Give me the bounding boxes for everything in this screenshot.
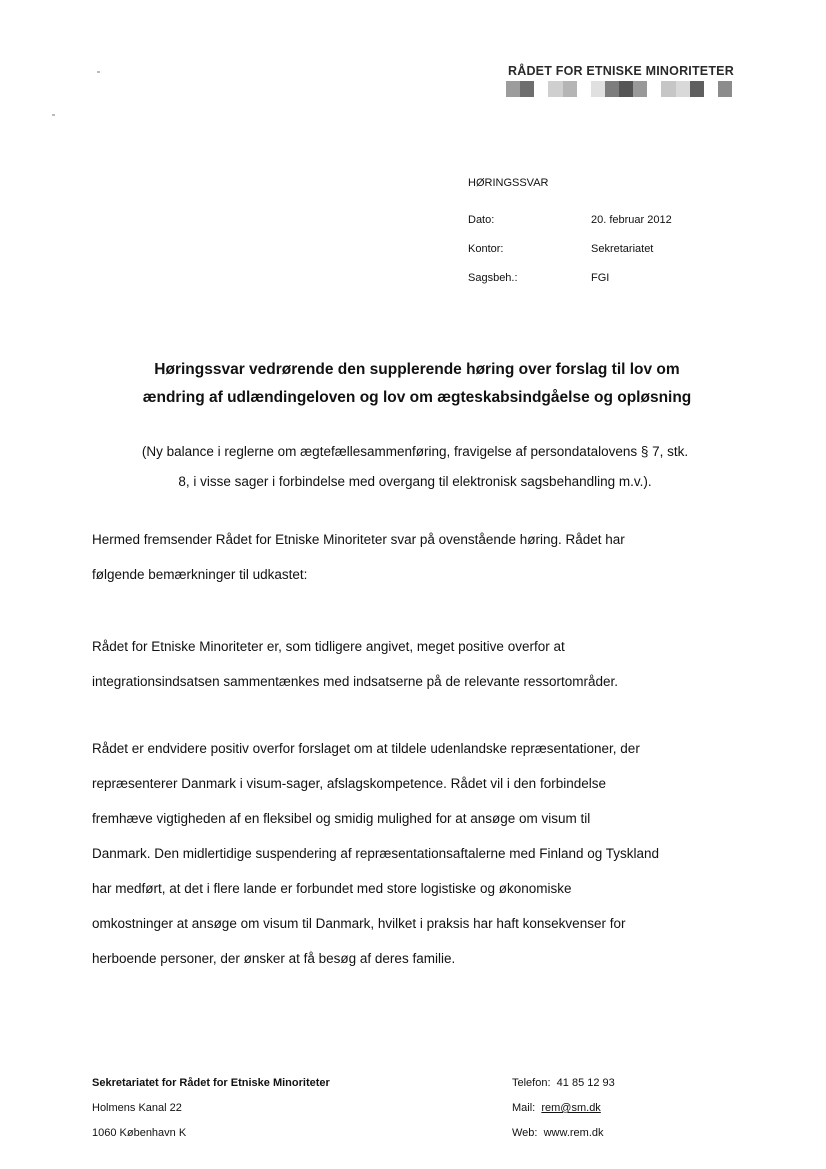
footer-street: Holmens Kanal 22 [92, 1102, 182, 1114]
paragraph-line: herboende personer, der ønsker at få besøg af deres familie. [92, 951, 456, 966]
document-type-heading: HØRINGSSVAR [468, 177, 549, 189]
footer-phone [512, 1071, 615, 1096]
logo-bar-segment [647, 81, 661, 97]
meta-value: FGI [591, 272, 610, 284]
footer-contact [512, 1071, 615, 1146]
meta-value: Sekretariatet [591, 243, 654, 255]
logo-bar-segment [619, 81, 633, 97]
logo-bar-segment [548, 81, 562, 97]
logo-bar-segment [577, 81, 591, 97]
web-link[interactable]: www.rem.dk [543, 1127, 604, 1139]
paragraph-line: omkostninger at ansøge om visum til Danmark, hvilket i praksis har haft konsekvenser for [92, 916, 626, 931]
paragraph-line: integrationsindsatsen sammentænkes med indsatserne på de relevante ressortområder. [92, 674, 619, 689]
logo-bar-segment [718, 81, 732, 97]
mail-label: Mail: [512, 1102, 536, 1114]
logo-bar-segment [520, 81, 534, 97]
subtitle-line: (Ny balance i reglerne om ægtefællesammenføring, fravigelse af persondatalovens § 7, stk. [141, 444, 689, 459]
logo-bar-segment [704, 81, 718, 97]
document-subtitle [95, 437, 735, 497]
footer-city: 1060 København K [92, 1127, 187, 1139]
logo-bar-segment [591, 81, 605, 97]
footer-mail [512, 1096, 615, 1121]
paragraph-line: følgende bemærkninger til udkastet: [92, 567, 308, 582]
logo-color-bar [506, 81, 732, 97]
meta-label: Sagsbeh.: [468, 272, 518, 284]
logo-bar-segment [506, 81, 520, 97]
paragraph-line: Rådet for Etniske Minoriteter er, som tidligere angivet, meget positive overfor at [92, 639, 565, 654]
footer-address [92, 1071, 330, 1146]
mail-link[interactable]: rem@sm.dk [541, 1102, 601, 1114]
meta-label: Dato: [468, 214, 495, 226]
paragraph-line: har medført, at det i flere lande er forbundet med store logistiske og økonomiske [92, 881, 572, 896]
web-label: Web: [512, 1127, 538, 1139]
organization-logo-text: RÅDET FOR ETNISKE MINORITETER [508, 64, 734, 78]
phone-number: 41 85 12 93 [556, 1077, 615, 1089]
scan-speck [97, 71, 100, 73]
logo-bar-segment [563, 81, 577, 97]
document-title [92, 356, 742, 412]
logo-bar-segment [676, 81, 690, 97]
paragraph-line: fremhæve vigtigheden af en fleksibel og smidig mulighed for at ansøge om visum til [92, 811, 591, 826]
paragraph-line: Rådet er endvidere positiv overfor forslaget om at tildele udenlandske repræsentationer, der [92, 741, 640, 756]
logo-bar-segment [605, 81, 619, 97]
paragraph-line: repræsenterer Danmark i visum-sager, afslagskompetence. Rådet vil i den forbindelse [92, 776, 606, 791]
paragraph-line: Danmark. Den midlertidige suspendering af repræsentationsaftalerne med Finland og Tyskland [92, 846, 660, 861]
subtitle-line: 8, i visse sager i forbindelse med overgang til elektronisk sagsbehandling m.v.). [178, 474, 652, 489]
paragraph-line: Hermed fremsender Rådet for Etniske Minoriteter svar på ovenstående høring. Rådet har [92, 532, 625, 547]
title-line: Høringssvar vedrørende den supplerende høring over forslag til lov om [154, 361, 680, 378]
body-paragraph-integration [92, 629, 742, 699]
footer-org-name: Sekretariatet for Rådet for Etniske Minoriteter [92, 1077, 330, 1089]
scan-speck [52, 114, 55, 116]
logo-bar-segment [661, 81, 675, 97]
meta-label: Kontor: [468, 243, 504, 255]
meta-value: 20. februar 2012 [591, 214, 672, 226]
phone-label: Telefon: [512, 1077, 551, 1089]
logo-bar-segment [690, 81, 704, 97]
logo-bar-segment [534, 81, 548, 97]
body-paragraph-intro [92, 522, 742, 592]
logo-bar-segment [633, 81, 647, 97]
title-line: ændring af udlændingeloven og lov om ægteskabsindgåelse og opløsning [142, 389, 692, 406]
footer-web [512, 1121, 615, 1146]
body-paragraph-visa [92, 731, 742, 976]
